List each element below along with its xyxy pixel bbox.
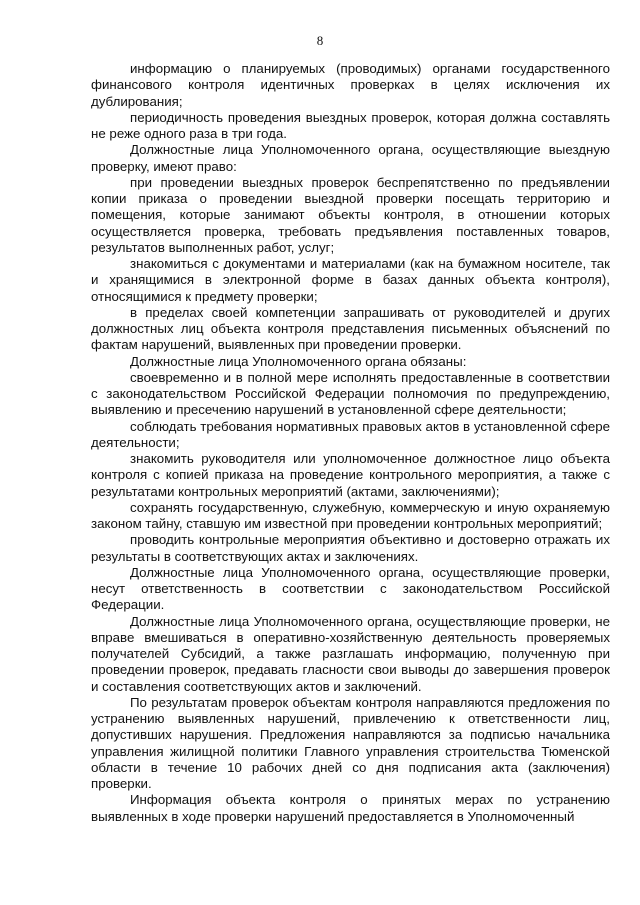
paragraph-5: знакомиться с документами и материалами (как на бумажном носителе, так и хранящимися в электронной форме в базах данных объекта контроля), относящимися к предмету проверки;: [91, 256, 610, 304]
paragraph-12: проводить контрольные мероприятия объективно и достоверно отражать их результаты в соответствующих актах и заключениях.: [91, 532, 610, 564]
paragraph-6: в пределах своей компетенции запрашивать от руководителей и других должностных лиц объекта контроля представления письменных объяснений по фактам нарушений, выявленных при проведении проверки.: [91, 304, 610, 353]
paragraph-9: соблюдать требования нормативных правовых актов в установленной сфере деятельности;: [91, 418, 610, 450]
paragraph-4: при проведении выездных проверок беспрепятственно по предъявлении копии приказа о проведении выездной проверки посещать территорию и помещения, которые занимают объекты контроля, в отношении которых осуществляется проверка, требовать предъявления поставленных товаров, результатов выполненных работ, услуг;: [91, 174, 610, 255]
paragraph-11: сохранять государственную, служебную, коммерческую и иную охраняемую законом тайну, ставшую им известной при проведении контрольных мероприятий;: [91, 499, 610, 531]
document-body: [91, 61, 610, 825]
paragraph-2: периодичность проведения выездных проверок, которая должна составлять не реже одного раза в три года.: [91, 109, 610, 141]
paragraph-8: своевременно и в полной мере исполнять предоставленные в соответствии с законодательством Российской Федерации полномочия по предупреждению, выявлению и пресечению нарушений в установленной сфере деятельности;: [91, 369, 610, 418]
paragraph-3: Должностные лица Уполномоченного органа, осуществляющие выездную проверку, имеют право:: [91, 142, 610, 174]
paragraph-16: Информация объекта контроля о принятых мерах по устранению выявленных в ходе проверки нарушений предоставляется в Уполномоченный: [91, 792, 610, 824]
paragraph-10: знакомить руководителя или уполномоченное должностное лицо объекта контроля с копией приказа на проведение контрольного мероприятия, а также с результатами контрольных мероприятий (актами, заключениями);: [91, 451, 610, 499]
paragraph-13: Должностные лица Уполномоченного органа, осуществляющие проверки, несут ответственность в соответствии с законодательством Российской Федерации.: [91, 564, 610, 613]
paragraph-15: По результатам проверок объектам контроля направляются предложения по устранению выявленных нарушений, привлечению к ответственности лиц, допустивших нарушения. Предложения направляются за подписью начальника управления жилищной политики Главного управления строительства Тюменской области в течение 10 рабочих дней со дня подписания акта (заключения) проверки.: [91, 694, 610, 791]
paragraph-1: информацию о планируемых (проводимых) органами государственного финансового контроля идентичных проверках в целях исключения их дублирования;: [91, 61, 610, 109]
paragraph-14: Должностные лица Уполномоченного органа, осуществляющие проверки, не вправе вмешиваться в оперативно-хозяйственную деятельность проверяемых получателей Субсидий, а также разглашать информацию, полученную при проведении проверок, предавать гласности свои выводы до завершения проверок и составления соответствующих актов и заключений.: [91, 613, 610, 694]
page-number: 8: [316, 33, 324, 48]
paragraph-7: Должностные лица Уполномоченного органа обязаны:: [130, 353, 467, 369]
